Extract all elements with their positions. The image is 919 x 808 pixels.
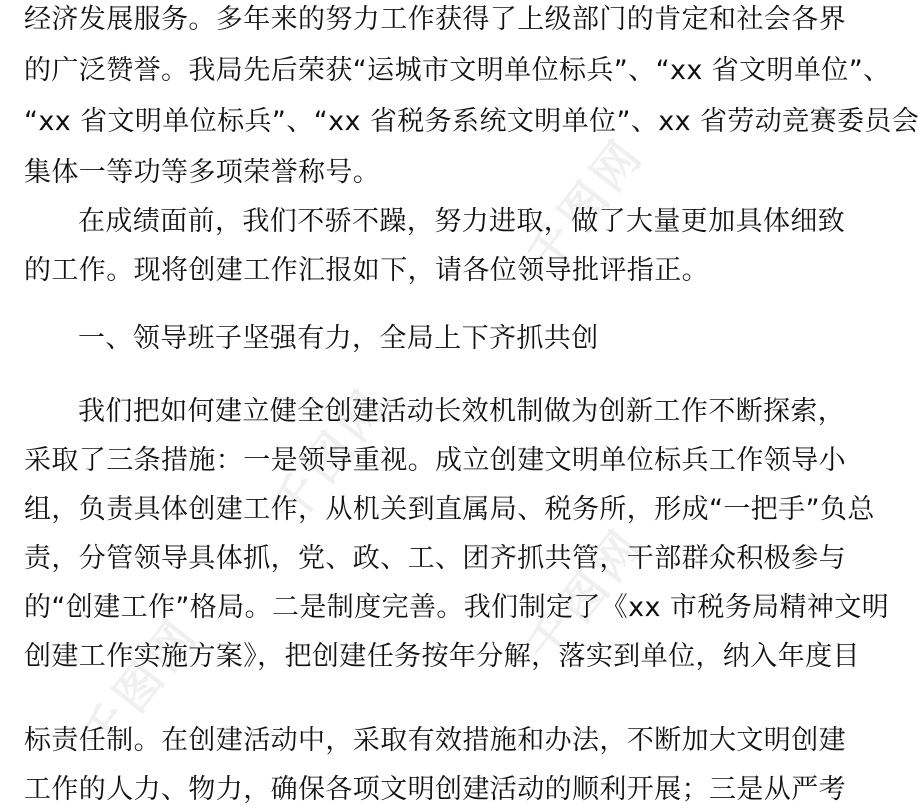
text-line: 集体一等功等多项荣誉称号。 [24, 157, 381, 188]
text-line: 的“创建工作”格局。二是制度完善。我们制定了《xx 市税务局精神文明 [24, 592, 890, 623]
text-line: 创建工作实施方案》，把创建任务按年分解，落实到单位，纳入年度目 [24, 641, 860, 672]
text-line: 我们把如何建立健全创建活动长效机制做为创新工作不断探索， [78, 396, 846, 427]
text-line: 标责任制。在创建活动中，采取有效措施和办法，不断加大文明创建 [24, 725, 846, 756]
watermark: 千图网 [516, 126, 655, 283]
text-line: 的广泛赞誉。我局先后荣获“运城市文明单位标兵”、“xx 省文明单位”、 [24, 55, 891, 86]
text-line: 组，负责具体创建工作，从机关到直属局、税务所，形成“一把手”负总 [24, 494, 875, 525]
section-heading: 一、领导班子坚强有力，全局上下齐抓共创 [78, 323, 599, 354]
text-line: 的工作。现将创建工作汇报如下，请各位领导批评指正。 [24, 255, 709, 286]
text-line: 责，分管领导具体抓，党、政、工、团齐抓共管，干部群众积极参与 [24, 543, 846, 574]
text-line: 工作的人力、物力，确保各项文明创建活动的顺利开展；三是从严考 [24, 774, 846, 805]
text-line: 采取了三条措施：一是领导重视。成立创建文明单位标兵工作领导小 [24, 445, 846, 476]
text-line: 在成绩面前，我们不骄不躁，努力进取，做了大量更加具体细致 [78, 206, 846, 237]
watermark: 千图网 [261, 376, 400, 533]
text-line: “xx 省文明单位标兵”、“xx 省税务系统文明单位”、xx 省劳动竞赛委员会 [24, 106, 919, 137]
text-line: 经济发展服务。多年来的努力工作获得了上级部门的肯定和社会各界 [24, 4, 846, 35]
watermark: 千图网 [71, 606, 210, 763]
watermark: 千图网 [516, 516, 655, 673]
